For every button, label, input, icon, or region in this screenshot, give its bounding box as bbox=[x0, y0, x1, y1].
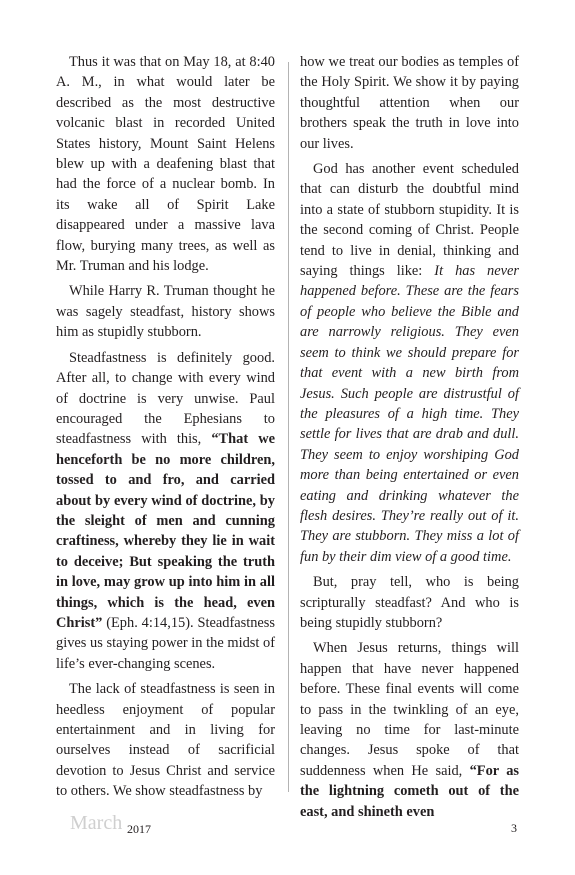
paragraph-text: (Eph. 4:14,15). Steadfastness gives us staying power in the midst of life’s ever-changing scenes. bbox=[56, 614, 275, 672]
paragraph-text: Steadfastness is definitely good. After all, to change with every wind of doctrine is very unwise. Paul encouraged the Ephesians to steadfastness with this, bbox=[56, 349, 275, 448]
right-column bbox=[300, 52, 519, 827]
paragraph: While Harry R. Truman thought he was sagely steadfast, history shows him as stupidly stubborn. bbox=[56, 283, 275, 341]
paragraph bbox=[300, 159, 519, 567]
paragraph-text: God has another event scheduled that can disturb the doubtful mind into a state of stubborn stupidity. It is the second coming of Christ. People tend to live in denial, thinking and saying things like: bbox=[300, 161, 519, 280]
column-divider bbox=[288, 62, 289, 792]
italic-passage: It has never happened before. These are the fears of people who believe the Bible and are narrowly religious. They even seem to think we should prepare for that event with a new birth from Jesus. Such people are distrustful of the pleasures of a high time. They settle for lives that are drab and dull. They seem to enjoy worshiping God more than being entertained or even eating and drinking whatever the flesh desires. They’re really out of it. They are stubborn. They miss a lot of fun by their dim view of a good time. bbox=[300, 263, 520, 565]
paragraph: The lack of steadfastness is seen in heedless enjoyment of popular entertainment and in living for ourselves instead of sacrificial devotion to Jesus Christ and service to others. We show steadfastness by bbox=[56, 681, 275, 800]
footer-month: March bbox=[70, 812, 123, 834]
paragraph-text: When Jesus returns, things will happen that have never happened before. These final events will come to pass in the twinkling of an eye, leaving no time for last-minute changes. Jesus spoke of that suddenness when He said, bbox=[300, 640, 519, 779]
left-column bbox=[56, 52, 275, 807]
paragraph bbox=[300, 638, 519, 822]
paragraph: how we treat our bodies as temples of the Holy Spirit. We show it by paying thoughtful attention when our brothers speak the truth in love into our lives. bbox=[300, 54, 519, 152]
footer-year: 2017 bbox=[127, 822, 151, 836]
scripture-quote: “That we henceforth be no more children, tossed to and fro, and carried about by every wind of doctrine, by the sleight of men and cunning craftiness, whereby they lie in wait to deceive; But speaking the truth in love, may grow up into him in all things, which is the head, even Christ” bbox=[56, 431, 275, 631]
paragraph bbox=[56, 348, 275, 675]
paragraph: But, pray tell, who is being scripturally steadfast? And who is being stupidly stubborn? bbox=[300, 574, 519, 631]
page-number: 3 bbox=[511, 821, 517, 835]
scripture-quote: “For as the lightning cometh out of the east, and shineth even bbox=[300, 762, 520, 820]
paragraph: Thus it was that on May 18, at 8:40 A. M., in what would later be described as the most destructive volcanic blast in recorded United States history, Mount Saint Helens blew up with a deafening blast that had the force of a nuclear bomb. In its wake all of Spirit Lake disappeared under a massive lava flow, burying many trees, as well as Mr. Truman and his lodge. bbox=[56, 54, 275, 275]
